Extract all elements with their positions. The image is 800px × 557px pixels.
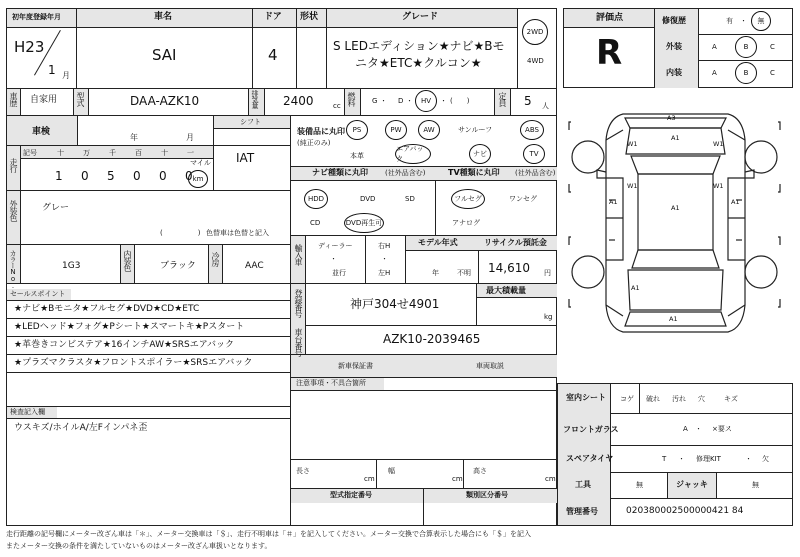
int-color-label: 内装色 <box>123 250 132 271</box>
mgmt-label: 管理番号 <box>566 507 598 516</box>
recycle-label: リサイクル預託金 <box>484 238 547 247</box>
trunk-outline <box>628 270 723 310</box>
mileage-digit: 0 <box>133 169 141 183</box>
height-label: 高さ <box>473 467 487 475</box>
diag-mark-a1-rb: A1 <box>669 315 678 323</box>
color-label: 外装色 <box>9 200 18 221</box>
spare-none: 欠 <box>762 455 769 463</box>
tire-front-right-icon <box>745 141 777 173</box>
repair-yes: 有 <box>726 17 733 25</box>
fuel-d: D <box>398 97 404 105</box>
diag-mark-a3: A3 <box>667 114 676 122</box>
model-year-unit: 年 <box>432 269 439 277</box>
tools: 無 <box>636 481 643 489</box>
mileage-digit: 5 <box>107 169 115 183</box>
width-label: 幅 <box>388 467 395 475</box>
drive-2wd-circle: 2WD <box>522 19 548 45</box>
equip-sub-label: (純正のみ) <box>297 139 331 147</box>
grade-line2: ニタ★ETC★クルコン★ <box>355 56 482 70</box>
navi-hdd: HDD <box>304 189 328 209</box>
import-rh: 右H <box>378 242 391 250</box>
fuel-dot3: ・ <box>440 97 447 105</box>
mileage-digit-label: 記号 <box>23 149 37 157</box>
sales-points-label: セールスポイント <box>10 290 66 298</box>
doors: 4 <box>268 46 278 64</box>
mileage-digit-label: 十 <box>57 149 64 157</box>
model-year-label: モデル年式 <box>418 238 458 247</box>
windshield-outline <box>631 156 720 174</box>
repair-dot: ・ <box>740 17 747 25</box>
jack: 無 <box>752 481 759 489</box>
equip-tv: TV <box>523 144 545 164</box>
spare-label: スペアタイヤ <box>566 454 614 463</box>
insp-year-unit: 年 <box>130 133 138 142</box>
car-name-label: 車名 <box>154 12 173 22</box>
header-label-band <box>7 9 517 27</box>
color-change-note: 色替車は色替と記入 <box>206 229 269 237</box>
mileage-digit: 1 <box>55 169 63 183</box>
score: R <box>596 33 623 73</box>
fuel-hv-circle: HV <box>415 90 437 112</box>
notes-label: 注意事項・不具合箇所 <box>296 379 366 387</box>
door-label: ドア <box>264 12 282 22</box>
fuel-label: 燃料 <box>347 92 356 106</box>
mile-label: マイル <box>190 159 211 167</box>
diag-mark-a1-ld: A1 <box>609 198 618 206</box>
int-c: C <box>770 69 775 77</box>
import-label: 輸入車 <box>294 244 303 265</box>
tire-rear-right-icon <box>745 256 777 288</box>
mileage-label: 走行 <box>9 158 18 172</box>
reg-year-label: 初年度登録年月 <box>12 13 61 21</box>
spare-kit: 修理KIT <box>696 455 721 463</box>
ext-b-circle: B <box>735 36 757 58</box>
inspection-label: 車検 <box>32 127 51 137</box>
jack-label: ジャッキ <box>676 480 708 489</box>
diag-mark-w1-fl: W1 <box>627 140 638 148</box>
equip-sunroof: サンルーフ <box>458 126 493 134</box>
shift: IAT <box>236 151 255 165</box>
length-cm: cm <box>364 475 375 483</box>
import-dealer: ディーラー <box>318 242 353 250</box>
ext-a: A <box>712 43 717 51</box>
equip-pw: PW <box>385 120 407 140</box>
cap-label: 定員 <box>498 92 507 106</box>
inspector-label: 検査記入欄 <box>10 408 45 416</box>
left-doors-outline <box>606 178 623 260</box>
equip-label: 装備品に丸印 <box>297 127 345 136</box>
fuel-g: G <box>372 97 378 105</box>
reg-era-year: H23 <box>14 38 45 56</box>
reg-month: 1 <box>48 63 56 77</box>
interior-label: 内装 <box>666 68 682 77</box>
tire-rear-left-icon <box>572 256 604 288</box>
import-dot2: ・ <box>381 255 388 263</box>
equip-airbag: エアバック <box>395 144 431 164</box>
tools-label: 工具 <box>575 480 591 489</box>
equip-leather: 本革 <box>350 152 364 160</box>
chassis: AZK10-2039465 <box>383 332 481 346</box>
max-load-label: 最大積載量 <box>486 286 526 295</box>
mileage-digit-label: 千 <box>109 149 116 157</box>
color: グレー <box>42 203 70 213</box>
width-cm: cm <box>452 475 463 483</box>
tv-analog: アナログ <box>452 219 480 227</box>
manual: 車両取説 <box>476 362 504 370</box>
navi-cd: CD <box>310 219 321 227</box>
windshield-x: ×要ス <box>712 425 732 433</box>
ext-c: C <box>770 43 775 51</box>
import-lh: 左H <box>378 269 391 277</box>
cc: cc <box>333 102 341 110</box>
type-no-label: 型式指定番号 <box>330 491 372 499</box>
sheet-item: キズ <box>724 395 738 403</box>
sales-line-3: ★革巻きコンビステア★16インチAW★SRSエアバック <box>14 340 235 350</box>
recycle-yen: 円 <box>544 269 551 277</box>
color-paren: ( ) <box>160 229 201 237</box>
windshield-a: A <box>683 425 688 433</box>
diag-mark-a1-rd: A1 <box>731 198 740 206</box>
score-label: 評価点 <box>596 13 624 23</box>
sheet-item: コゲ <box>620 395 634 403</box>
model-label: 型式 <box>76 92 85 106</box>
int-color: ブラック <box>160 261 196 271</box>
length-label: 長さ <box>296 467 310 475</box>
navi-dvd-play: DVD再生可 <box>344 213 384 233</box>
rear-window-outline <box>632 250 719 268</box>
shape-label: 形状 <box>300 12 319 22</box>
diag-mark-a1-rq: A1 <box>631 284 640 292</box>
height-cm: cm <box>545 475 556 483</box>
drive-4wd: 4WD <box>527 57 544 65</box>
sales-line-1: ★ナビ★Bモニタ★フルセグ★DVD★CD★ETC <box>14 304 200 314</box>
class-no-label: 類別区分番号 <box>466 491 508 499</box>
diag-mark-a1-hood: A1 <box>671 134 680 142</box>
mileage-digit-label: 一 <box>187 149 194 157</box>
int-a: A <box>712 69 717 77</box>
tv-type-label: TV種類に丸印 <box>448 168 500 177</box>
exterior-label: 外装 <box>666 42 682 51</box>
car-name: SAI <box>152 46 177 64</box>
diag-mark-w1-rl: W1 <box>627 182 638 190</box>
mileage-digit: 0 <box>185 169 193 183</box>
chassis-label: 車台番号 <box>294 328 303 356</box>
navi-type-sub: (社外品含む) <box>385 169 426 177</box>
cap-unit: 人 <box>542 102 549 110</box>
color-no: 1G3 <box>62 261 81 271</box>
right-doors-outline <box>728 178 745 260</box>
disp-label: 排気量 <box>251 90 259 108</box>
import-parallel: 並行 <box>332 269 346 277</box>
model: DAA-AZK10 <box>130 94 200 108</box>
main-form <box>6 8 557 526</box>
equip-ps: PS <box>346 120 368 140</box>
navi-dvd: DVD <box>360 195 376 203</box>
sheet-item: 穴 <box>698 395 705 403</box>
int-b-circle: B <box>735 62 757 84</box>
grade-line1: S LEDエディション★ナビ★Bモ <box>333 39 505 53</box>
repair-no-circle: 無 <box>751 11 771 31</box>
diag-mark-a1-roof: A1 <box>671 204 680 212</box>
plate-label: 登録番号 <box>294 289 303 317</box>
reg-type: 自家用 <box>30 95 58 105</box>
equip-navi: ナビ <box>469 144 491 164</box>
interior-sheet-label: 室内シート <box>566 393 606 402</box>
import-dot: ・ <box>330 255 337 263</box>
mileage-digit: 0 <box>81 169 89 183</box>
spare-dot1: ・ <box>678 455 685 463</box>
color-no-label: カラーNo. <box>9 250 17 289</box>
spare-t: T <box>662 455 667 463</box>
footer-line-2: またメーター交換の条件を満たしていないものはメーター改ざん車扱いとなります。 <box>6 542 272 550</box>
tv-type-sub: (社外品含む) <box>515 169 556 177</box>
mileage-digit-label: 百 <box>135 149 142 157</box>
mileage-digit-label: 万 <box>83 149 90 157</box>
mgmt-no: 020380002500000421 84 <box>626 506 744 516</box>
tv-fullseg: フルセグ <box>451 189 485 209</box>
windshield-label: フロントガラス <box>563 425 619 434</box>
mileage-digit-label: 十 <box>161 149 168 157</box>
roof-outline <box>638 174 713 250</box>
sales-line-2: ★LEDヘッド★フォグ★Pシート★スマートキ★Pスタート <box>14 322 245 332</box>
tire-front-left-icon <box>572 141 604 173</box>
tv-oneseg: ワンセグ <box>509 195 537 203</box>
max-load-kg: kg <box>544 313 553 321</box>
car-damage-diagram <box>563 100 793 375</box>
grade-label: グレード <box>402 12 439 22</box>
ac: AAC <box>245 261 264 271</box>
capacity: 5 <box>524 94 532 108</box>
inspector-note: ウスキズ/ホイルA/左Fインパネ歪 <box>14 423 148 433</box>
displacement: 2400 <box>283 94 314 108</box>
spare-dot2: ・ <box>745 455 752 463</box>
insp-month-unit: 月 <box>186 133 194 142</box>
sales-line-4: ★プラズマクラスタ★フロントスポイラー★SRSエアバック <box>14 358 253 368</box>
shift-label: シフト <box>240 118 261 126</box>
equip-abs: ABS <box>520 120 544 140</box>
sheet-item: 汚れ <box>672 395 686 403</box>
reg-month-unit: 月 <box>62 71 70 80</box>
windshield-dot: ・ <box>695 425 702 433</box>
fuel-dot2: ・ <box>406 97 413 105</box>
footer-line-1: 走行距離の記号欄にメーター改ざん車は「＊」、メーター交換車は「＄」、走行不明車は「＃」を記入してください。メーター交換で合算表示した場合にも「＄」を記入 <box>6 530 531 538</box>
recycle: 14,610 <box>488 261 530 275</box>
repair-label: 修復歴 <box>662 16 686 25</box>
diag-mark-w1-rr: W1 <box>713 182 724 190</box>
ac-label: 冷房 <box>211 252 220 266</box>
km-circle: km <box>188 170 208 188</box>
diag-mark-w1-fr: W1 <box>713 140 724 148</box>
navi-type-label: ナビ種類に丸印 <box>312 168 368 177</box>
sheet-item: 破れ <box>646 395 660 403</box>
reg-type-label: 車歴 <box>9 92 18 106</box>
mileage-digit: 0 <box>159 169 167 183</box>
equip-aw: AW <box>418 120 440 140</box>
model-year-unknown: 不明 <box>457 269 471 277</box>
fuel-dot1: ・ <box>380 97 387 105</box>
new-warranty: 新車保証書 <box>338 362 373 370</box>
fuel-other: ( ) <box>450 97 470 105</box>
plate: 神戸304せ4901 <box>350 297 440 311</box>
navi-sd: SD <box>405 195 415 203</box>
